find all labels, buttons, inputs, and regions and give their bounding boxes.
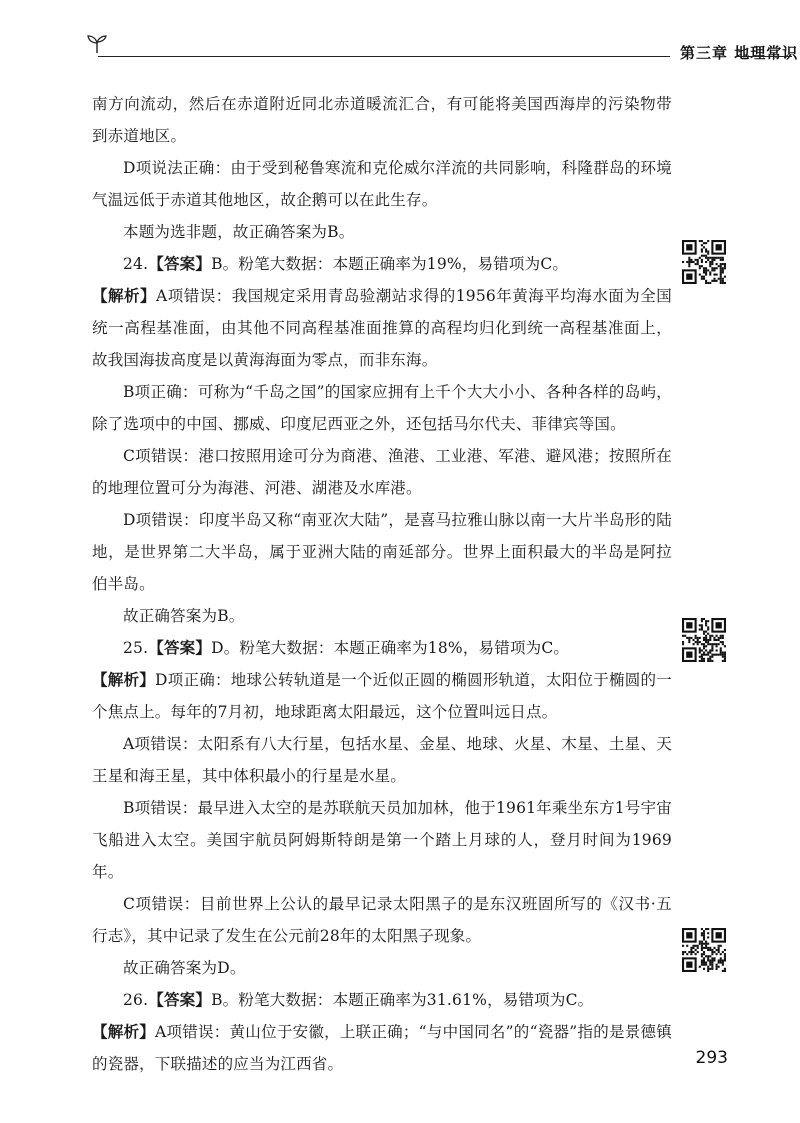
paragraph: A项错误：太阳系有八大行星，包括水星、金星、地球、火星、木星、土星、天王星和海王星，其中体积最小的行星是水星。: [92, 735, 672, 785]
paragraph: C项错误：港口按照用途可分为商港、渔港、工业港、军港、避风港；按照所在的地理位置可分为海港、河港、湖港及水库港。: [92, 447, 672, 497]
page-number: 293: [695, 1048, 728, 1068]
analysis-tag: 【解析】: [92, 671, 156, 689]
chapter-title: 第三章 地理常识: [680, 44, 799, 62]
answer-line-25: 25.【答案】D。粉笔大数据：本题正确率为18%，易错项为C。: [123, 639, 570, 657]
paragraph: C项错误：目前世界上公认的最早记录太阳黑子的是东汉班固所写的《汉书·五行志》，其中记录了发生在公元前28年的太阳黑子现象。: [92, 895, 672, 945]
answer-tag: 【答案】: [148, 255, 212, 273]
answer-tag: 【答案】: [148, 991, 212, 1009]
sprout-icon: [86, 34, 108, 54]
qr-code-icon[interactable]: [682, 240, 726, 284]
analysis-24: 【解析】A项错误：我国规定采用青岛验潮站求得的1956年黄海平均海水面为全国统一高程基准面，由其他不同高程基准面推算的高程均归化到统一高程基准面上，故我国海拔高度是以黄海海面为零点，而非东海。: [92, 287, 672, 369]
analysis-25: 【解析】D项正确：地球公转轨道是一个近似正圆的椭圆形轨道，太阳位于椭圆的一个焦点上。每年的7月初，地球距离太阳最远，这个位置叫远日点。: [92, 671, 672, 721]
paragraph: B项错误：最早进入太空的是苏联航天员加加林，他于1961年乘坐东方1号宇宙飞船进入太空。美国宇航员阿姆斯特朗是第一个踏上月球的人，登月时间为1969年。: [92, 799, 672, 881]
analysis-tag: 【解析】: [92, 1023, 156, 1041]
header-rule: [98, 56, 670, 57]
paragraph: D项说法正确：由于受到秘鲁寒流和克伦威尔洋流的共同影响，科隆群岛的环境气温远低于赤道其他地区，故企鹅可以在此生存。: [92, 159, 672, 209]
paragraph: 故正确答案为D。: [123, 959, 246, 977]
qr-code-icon[interactable]: [682, 618, 726, 662]
paragraph: D项错误：印度半岛又称“南亚次大陆”，是喜马拉雅山脉以南一大片半岛形的陆地，是世界第二大半岛，属于亚洲大陆的南延部分。世界上面积最大的半岛是阿拉伯半岛。: [92, 511, 672, 593]
page-body: [92, 88, 672, 1080]
analysis-tag: 【解析】: [92, 287, 157, 305]
paragraph: 南方向流动，然后在赤道附近同北赤道暖流汇合，有可能将美国西海岸的污染物带到赤道地区。: [92, 95, 672, 145]
answer-line-26: 26.【答案】B。粉笔大数据：本题正确率为31.61%，易错项为C。: [123, 991, 594, 1009]
header-rule-end: [737, 56, 792, 57]
analysis-26: 【解析】A项错误：黄山位于安徽，上联正确；“与中国同名”的“瓷器”指的是景德镇的瓷器，下联描述的应当为江西省。: [92, 1023, 672, 1073]
running-header: [80, 34, 799, 64]
qr-code-icon[interactable]: [682, 928, 726, 972]
paragraph: B项正确：可称为“千岛之国”的国家应拥有上千个大大小小、各种各样的岛屿，除了选项中的中国、挪威、印度尼西亚之外，还包括马尔代夫、菲律宾等国。: [92, 383, 672, 433]
paragraph: 故正确答案为B。: [123, 607, 245, 625]
paragraph: 本题为选非题，故正确答案为B。: [123, 223, 355, 241]
answer-tag: 【答案】: [148, 639, 212, 657]
answer-line-24: 24.【答案】B。粉笔大数据：本题正确率为19%，易错项为C。: [123, 255, 569, 273]
